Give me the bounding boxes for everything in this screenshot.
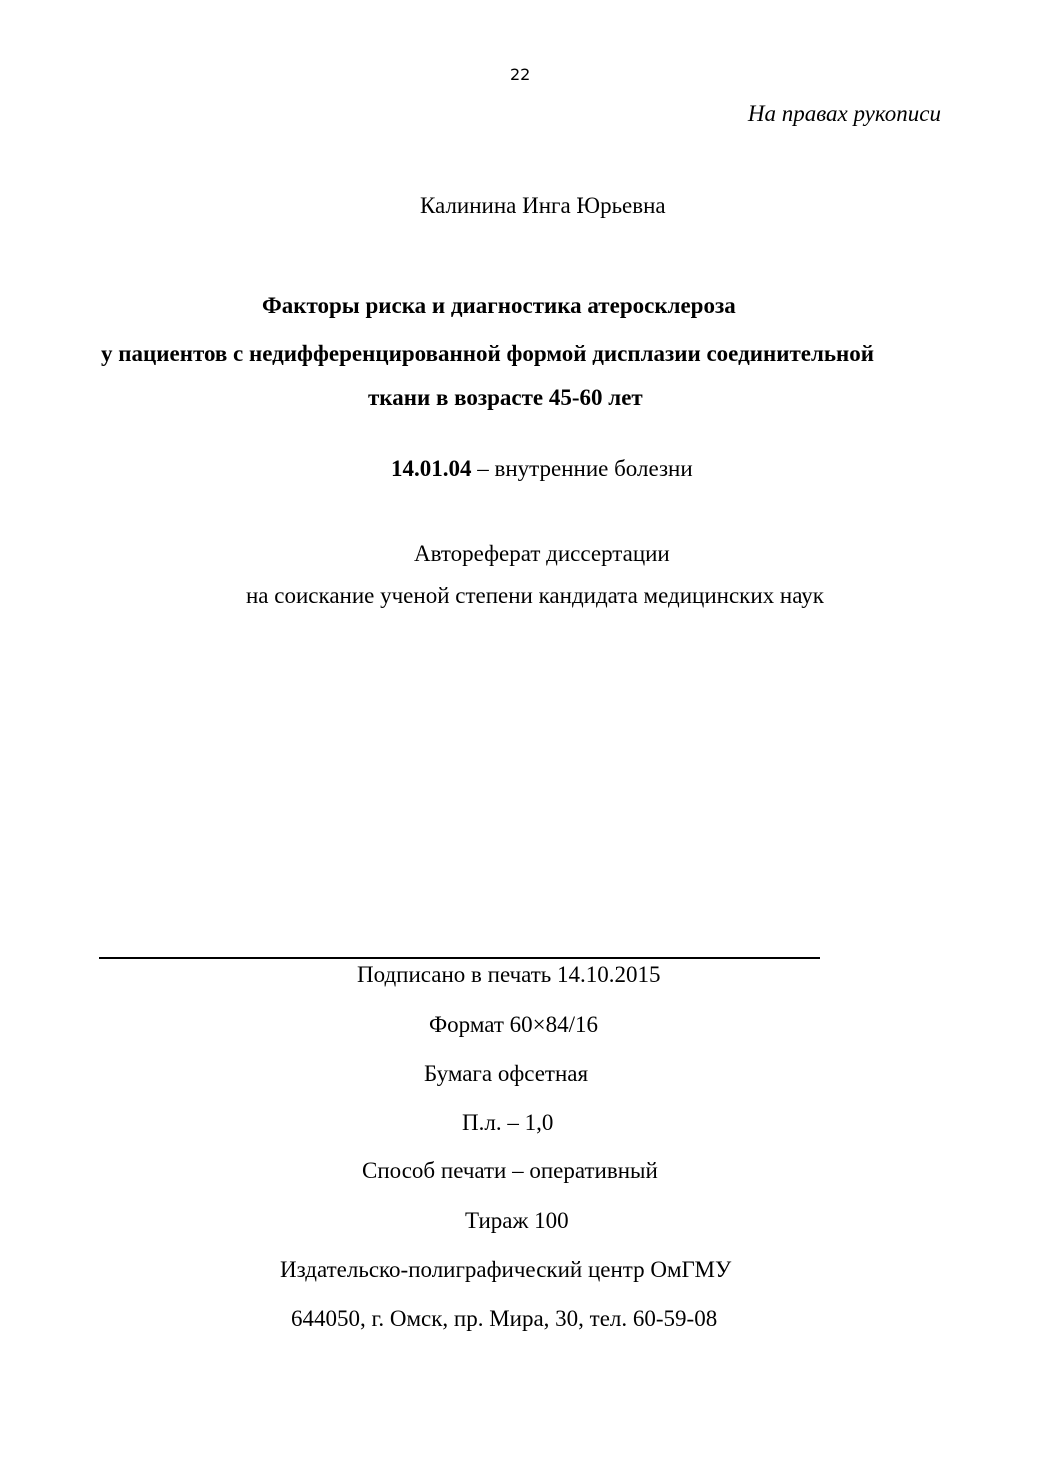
imprint-paper: Бумага офсетная: [424, 1061, 589, 1086]
degree-line: на соискание ученой степени кандидата медицинских наук: [246, 583, 824, 608]
title-line: Факторы риска и диагностика атеросклероза: [262, 293, 736, 318]
imprint-format: Формат 60×84/16: [429, 1012, 598, 1037]
specialty-code: 14.01.04: [391, 456, 472, 481]
imprint-address: 644050, г. Омск, пр. Мира, 30, тел. 60-59-08: [291, 1306, 718, 1331]
imprint-circulation: Тираж 100: [465, 1208, 569, 1233]
page-number: 22: [510, 65, 531, 84]
specialty-name: – внутренние болезни: [471, 456, 693, 481]
imprint-signed-date: Подписано в печать 14.10.2015: [357, 962, 661, 987]
imprint-publisher: Издательско-полиграфический центр ОмГМУ: [280, 1257, 732, 1282]
imprint-sheets: П.л. – 1,0: [462, 1110, 554, 1135]
specialty: [391, 457, 693, 480]
manuscript-note: На правах рукописи: [747, 101, 941, 126]
author-name: Калинина Инга Юрьевна: [420, 193, 666, 218]
abstract-type: Автореферат диссертации: [414, 541, 670, 566]
imprint-print-method: Способ печати – оперативный: [362, 1158, 658, 1183]
title-line: у пациентов с недифференцированной формой дисплазии соединительной: [101, 341, 875, 366]
imprint-divider: [99, 957, 820, 959]
title-line: ткани в возрасте 45-60 лет: [368, 385, 643, 410]
